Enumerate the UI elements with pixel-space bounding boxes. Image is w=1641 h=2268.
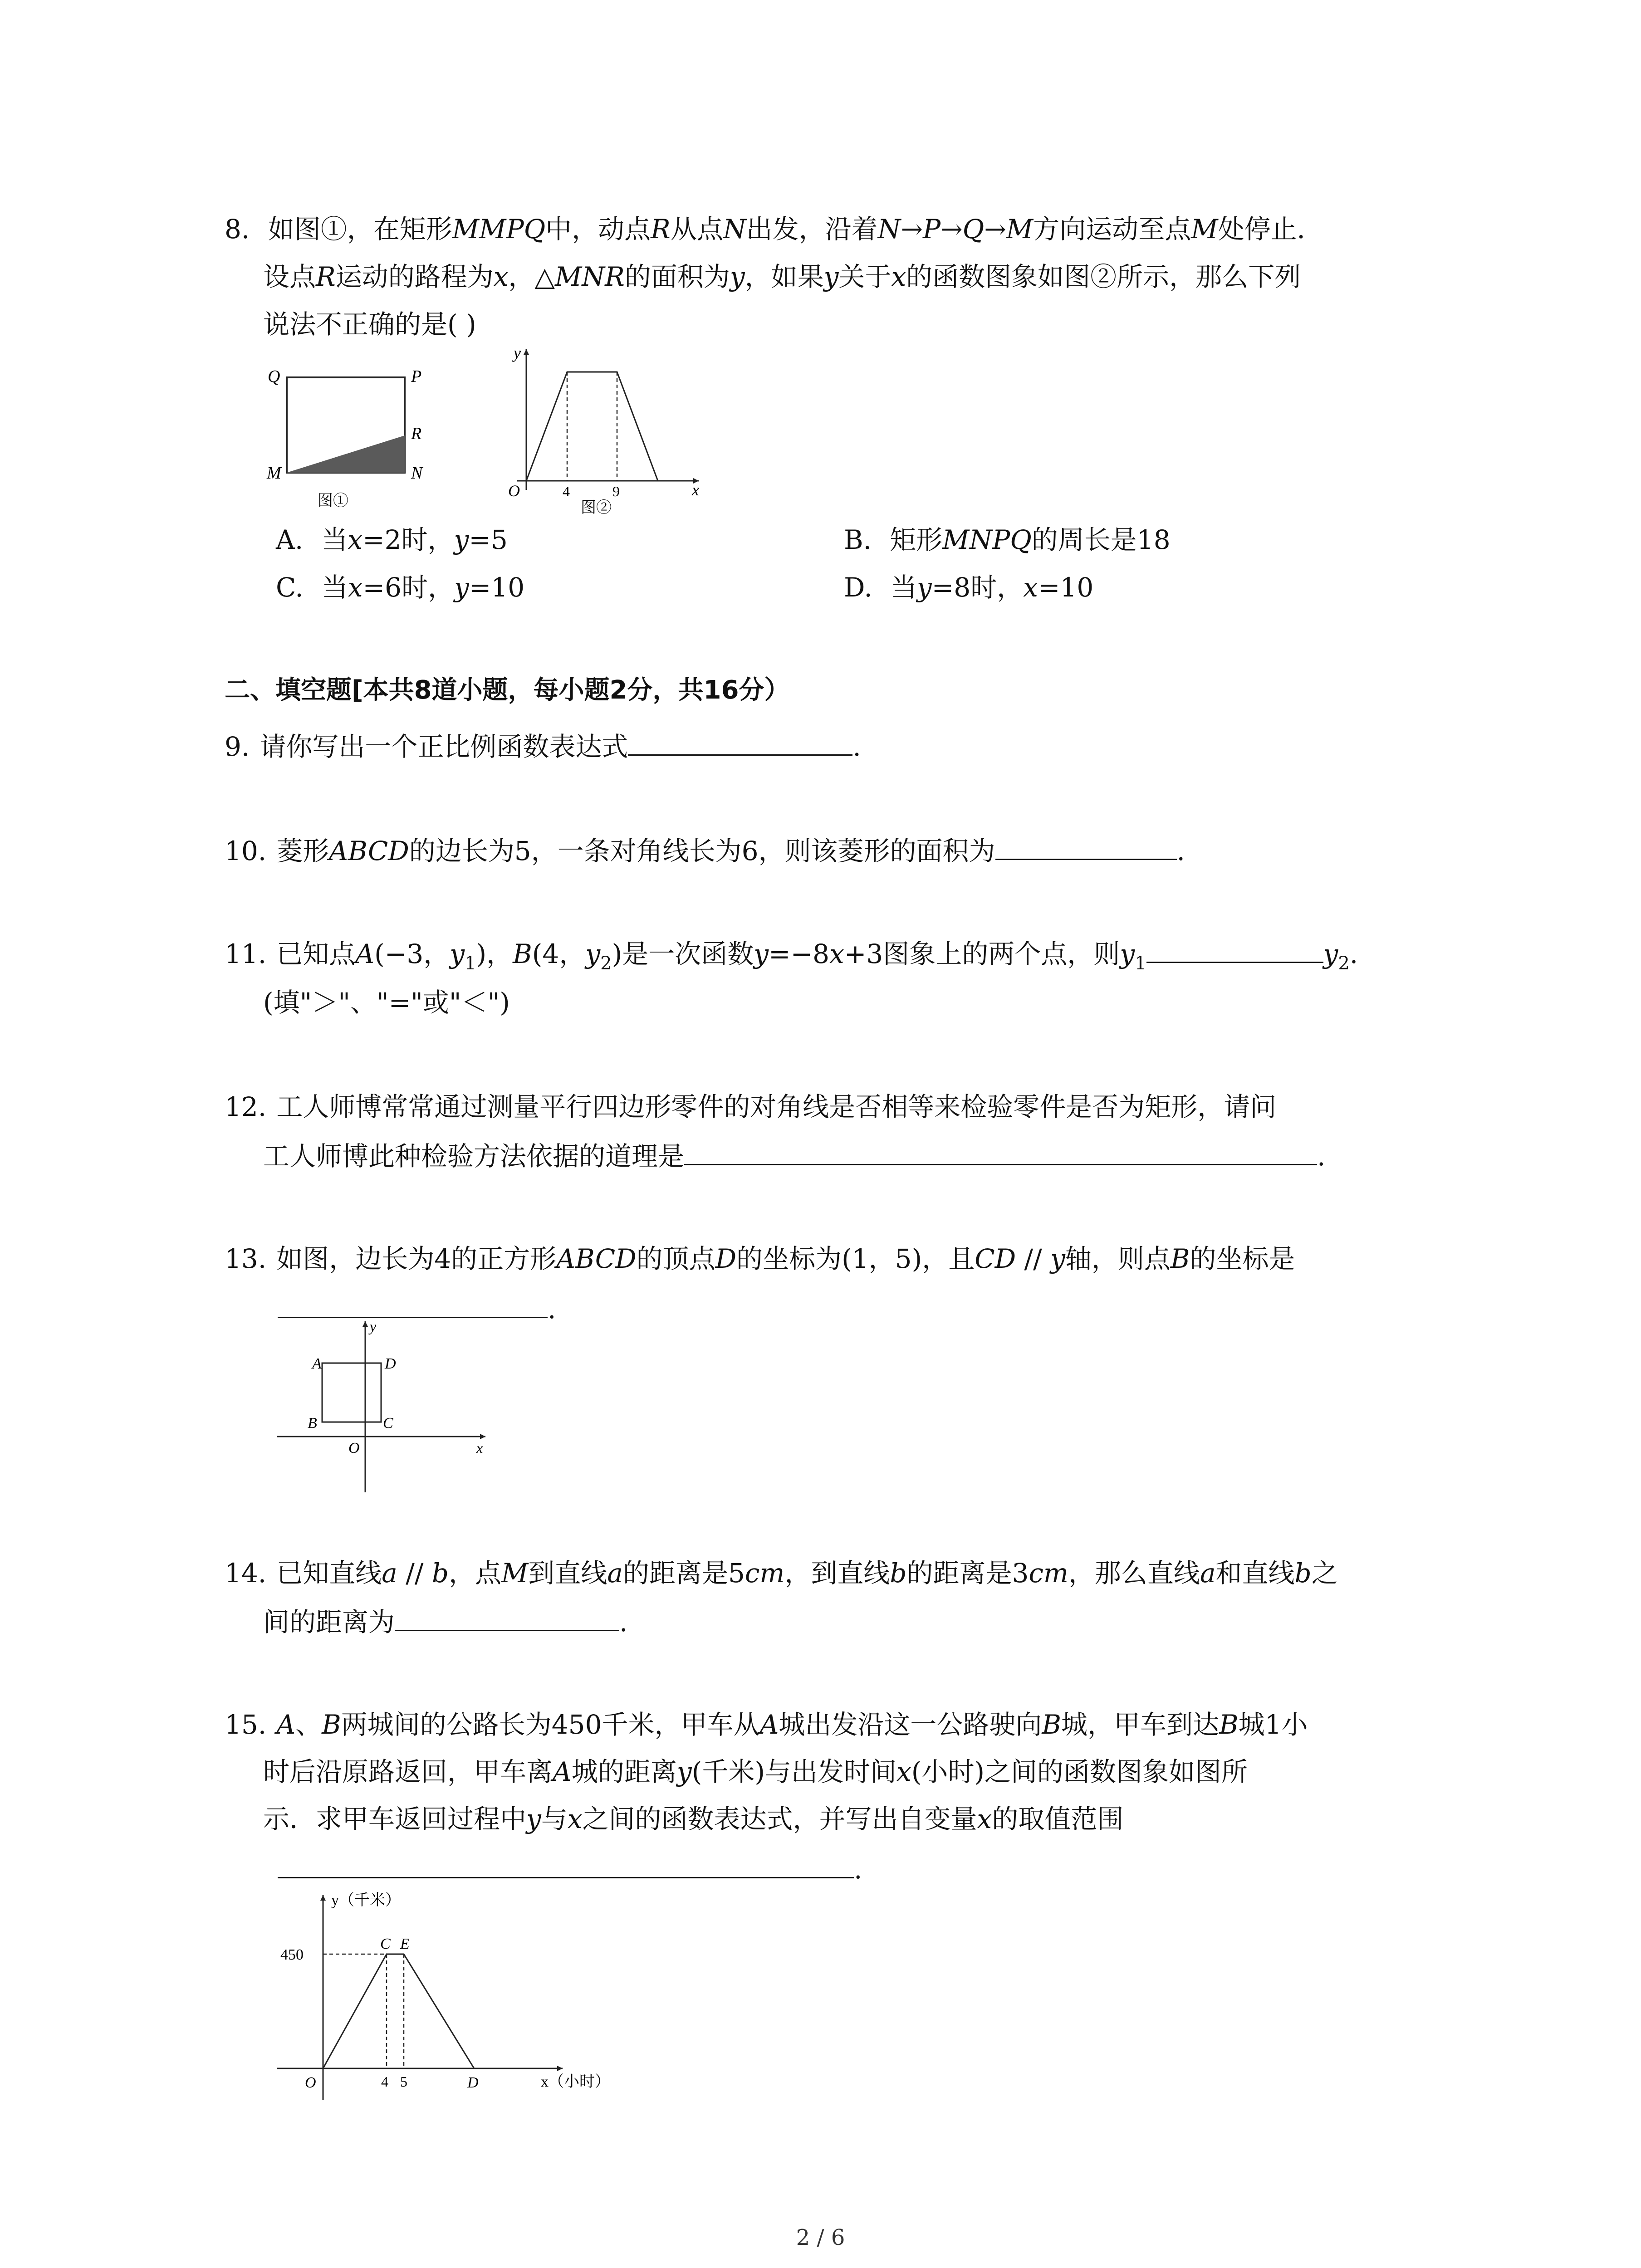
- q11-line1: 11. 已知点A(−3，$y_1$)，B(4，$y_2$)是一次函数y=−8x+3图象上的两个点，则$y_1$ $y_2$.: [225, 935, 1358, 982]
- label-c: C: [380, 1936, 391, 1952]
- q11-answer-blank[interactable]: [1146, 935, 1323, 963]
- function-graph: [526, 372, 658, 481]
- label-b: B: [308, 1415, 317, 1432]
- caption-figure-1: 图①: [318, 493, 348, 509]
- q8-figure-1: [259, 354, 440, 517]
- q15-answer-blank[interactable]: [278, 1851, 854, 1878]
- x-axis-label: x（小时）: [541, 2073, 610, 2090]
- label-r: R: [411, 424, 422, 443]
- q10: 10. 菱形ABCD的边长为5，一条对角线长为6，则该菱形的面积为 .: [225, 832, 1185, 869]
- label-n: N: [411, 464, 423, 483]
- label-d: D: [385, 1355, 396, 1372]
- shaded-triangle-mnr: [287, 435, 405, 473]
- q12-line1: 12. 工人师博常常通过测量平行四边形零件的对角线是否相等来检验零件是否为矩形，请问: [225, 1091, 1277, 1122]
- q11-line2: (填"＞"、"="或"＜"): [263, 987, 510, 1018]
- q8-line3: 说法不正确的是( ): [263, 309, 476, 340]
- square-abcd: [322, 1363, 381, 1422]
- label-a: A: [312, 1355, 322, 1372]
- q8-option-a: A. 当x=2时，y=5: [276, 524, 508, 555]
- label-y: y: [514, 345, 521, 362]
- q8-option-c: C. 当x=6时，y=10: [276, 572, 525, 603]
- tick-4: 4: [563, 483, 570, 499]
- y-axis-arrow-icon: [524, 349, 529, 355]
- caption-figure-2: 图②: [581, 499, 612, 516]
- tick-4: 4: [381, 2073, 388, 2090]
- q8-line1: 8. 如图①，在矩形MMPQ中，动点R从点N出发，沿着N→P→Q→M方向运动至点M处停止．: [225, 214, 1323, 244]
- label-x: x: [692, 481, 699, 499]
- q14-line2: 间的距离为 .: [263, 1603, 627, 1640]
- q9-answer-blank[interactable]: [628, 728, 852, 756]
- q15-line1: 15. A、B两城间的公路长为450千米，甲车从A城出发沿这一公路驶向B城，甲车到达B城1小: [225, 1709, 1308, 1740]
- q14-line1: 14. 已知直线a // b，点M到直线a的距离是5cm，到直线b的距离是3cm，那么直线a和直线b之: [225, 1558, 1338, 1589]
- q12-line2: 工人师博此种检验方法依据的道理是 .: [263, 1138, 1325, 1174]
- label-origin: O: [348, 1440, 360, 1457]
- tick-450: 450: [280, 1946, 304, 1963]
- q14-answer-blank[interactable]: [395, 1603, 619, 1631]
- distance-time-graph: [323, 1954, 474, 2068]
- label-origin: O: [508, 482, 520, 500]
- label-p: P: [411, 367, 422, 386]
- q13-line1: 13. 如图，边长为4的正方形ABCD的顶点D的坐标为(1，5)，且CD // y轴，则点B的坐标是: [225, 1243, 1295, 1274]
- label-y: y: [370, 1318, 377, 1334]
- x-axis-arrow-icon: [557, 2066, 563, 2071]
- section-2-title: 二、填空题[本共8道小题，每小题2分，共16分）: [225, 675, 790, 705]
- q15-figure: [272, 1887, 635, 2105]
- q8-figure-2: [499, 345, 703, 517]
- label-m: M: [267, 464, 281, 483]
- q8-number: 8.: [225, 214, 250, 244]
- x-axis-arrow-icon: [480, 1434, 485, 1439]
- tick-9: 9: [612, 483, 620, 499]
- q9: 9. 请你写出一个正比例函数表达式 .: [225, 728, 861, 765]
- tick-5: 5: [400, 2073, 407, 2090]
- label-d: D: [467, 2074, 479, 2091]
- q8-line2: 设点R运动的路程为x，△MNR的面积为y，如果y关于x的函数图象如图②所示，那么下列: [263, 261, 1301, 292]
- label-x: x: [476, 1440, 483, 1456]
- q15-line3: 示．求甲车返回过程中y与x之间的函数表达式，并写出自变量x的取值范围: [263, 1804, 1124, 1834]
- y-axis-arrow-icon: [362, 1321, 368, 1327]
- q13-line2: .: [278, 1290, 556, 1327]
- page-number: 2 / 6: [796, 2225, 845, 2250]
- q15-line4: .: [278, 1851, 862, 1887]
- q8-option-b: B. 矩形MNPQ的周长是18: [844, 524, 1171, 555]
- q10-answer-blank[interactable]: [995, 832, 1177, 860]
- y-axis-label: y（千米）: [331, 1892, 401, 1909]
- label-q: Q: [268, 367, 280, 386]
- q13-figure: [272, 1318, 499, 1499]
- q8-option-d: D. 当y=8时，x=10: [844, 572, 1094, 603]
- q12-answer-blank[interactable]: [684, 1138, 1317, 1165]
- y-axis-arrow-icon: [320, 1895, 326, 1901]
- q13-answer-blank[interactable]: [278, 1290, 548, 1318]
- label-e: E: [400, 1936, 410, 1952]
- q15-line2: 时后沿原路返回，甲车离A城的距离y(千米)与出发时间x(小时)之间的函数图象如图所: [263, 1756, 1248, 1787]
- label-origin: O: [305, 2074, 316, 2091]
- label-c: C: [383, 1415, 393, 1432]
